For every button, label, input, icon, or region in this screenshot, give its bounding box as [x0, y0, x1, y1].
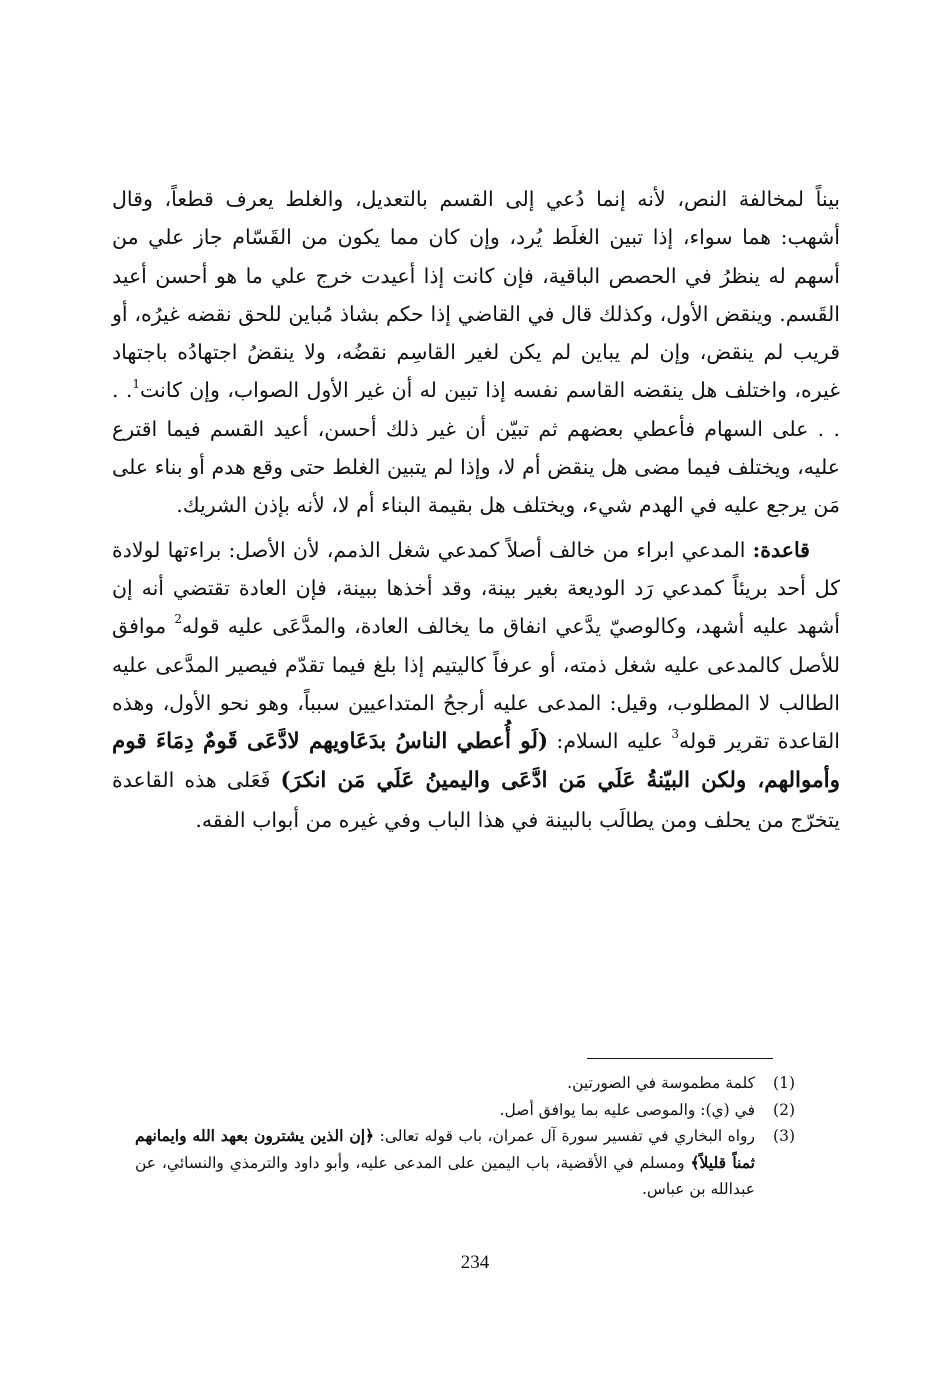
footnote-ref-3[interactable]: 3 [671, 727, 679, 742]
main-text [112, 180, 840, 839]
footnote-2 [135, 1097, 795, 1124]
paragraph-2-text-b: موافق للأصل كالمدعى عليه شغل ذمته، أو عرفاً كاليتيم إذا بلغ فيما تقدّم فيصير المدَّعى عليه الطالب لا المطلوب، وقيل: المدعى عليه أرجحُ المتداعيين سبباً، وهو نحو الأول، وهذه القاعدة تقرير قوله [112, 614, 840, 754]
footnote-text-b: ومسلم في الأقضية، باب اليمين على المدعى عليه، وأبو داود والترمذي والنسائي، عن عبدالله بن عباس. [135, 1153, 755, 1198]
footnote-number: (1) [773, 1074, 795, 1092]
footnote-1 [135, 1070, 795, 1097]
paragraph-1-text-a: بيناً لمخالفة النص، لأنه إنما دُعي إلى القسم بالتعديل، والغلط يعرف قطعاً، وقال أشهب: هما سواء، إذا تبين الغلَط يُرد، وإن كان مما يكون من القَسّام جاز علي من أسهم له ينظرُ في الحصص الباقية، فإن كانت إذا أعيدت خرج علي ما هو أحسن أعيد القَسم. وينقض الأول، وكذلك قال في القاضي إذا حكم بشاذ مُباين للحق نقضه غيرُه، أو قريب لم ينقض، وإن لم يباين لم يكن لغير القاسِم نقضُه، ولا ينقضُ اجتهادُه باجتهاد غيره، واختلف هل ينقضه القاسم نفسه إذا تبين له أن غير الأول الصواب، وإن كانت [112, 187, 840, 403]
footnote-text: كلمة مطموسة في الصورتين. [567, 1074, 755, 1092]
paragraph-1 [112, 180, 840, 525]
paragraph-2-text-c: عليه السلام: [548, 729, 672, 754]
footnotes [135, 1070, 795, 1203]
paragraph-2-text-a: المدعي ابراء من خالف أصلاً كمدعي شغل الذمم، لأن الأصل: براءتها لولادة كل أحد بريئاً كمدعي رَد الوديعة بغير بينة، وقد أخذها ببينة، فإن العادة تقتضي أنه إن أشهد عليه أشهد، وكالوصيّ يدَّعي انفاق ما يخالف العادة، والمدَّعَى عليه قوله [112, 537, 840, 639]
page-number: 234 [460, 1252, 490, 1273]
paragraph-1-text-b: . . . . على السهام فأعطي بعضهم ثم تبيّن أن غير ذلك أحسن، أعيد القسم فيما اقترع عليه، ويختلف فيما مضى هل ينقض أم لا، وإذا لم يتبين الغلط حتى وقع هدم أو بناء على مَن يرجع عليه في الهدم شيء، ويختلف هل بقيمة البناء أم لا، لأنه بإذن الشريك. [112, 378, 840, 518]
hadith-quote: (لَو أُعطي الناسُ بدَعَاويهم لادَّعَى قَومٌ دِمَاءَ قوم وأموالهم، ولكن البيّنةُ عَلَي مَن ادَّعَى واليمينُ عَلَي مَن انكرَ) [112, 729, 840, 794]
footnote-number: (3) [773, 1127, 795, 1145]
footnote-number: (2) [773, 1100, 795, 1119]
footnote-text: في (ي): والموصى عليه بما يوافق أصل. [499, 1100, 755, 1119]
quran-verse: ﴿إن الذين يشترون بعهد الله وايمانهم ثمناً قليلاً﴾ [135, 1126, 755, 1172]
footnote-3 [135, 1123, 795, 1203]
footnote-separator [587, 1058, 773, 1059]
paragraph-2-text-d: فَعَلى هذه القاعدة يتخرّج من يحلف ومن يطالَب بالبينة في هذا الباب وفي غيره من أبواب الفقه. [112, 768, 840, 832]
footnote-ref-1[interactable]: 1 [132, 376, 141, 391]
footnote-ref-2[interactable]: 2 [174, 612, 182, 627]
rule-term: قاعدة: [752, 537, 810, 562]
paragraph-2 [112, 531, 840, 839]
footnote-text-a: رواه البخاري في تفسير سورة آل عمران، باب قوله تعالى: [374, 1127, 755, 1145]
